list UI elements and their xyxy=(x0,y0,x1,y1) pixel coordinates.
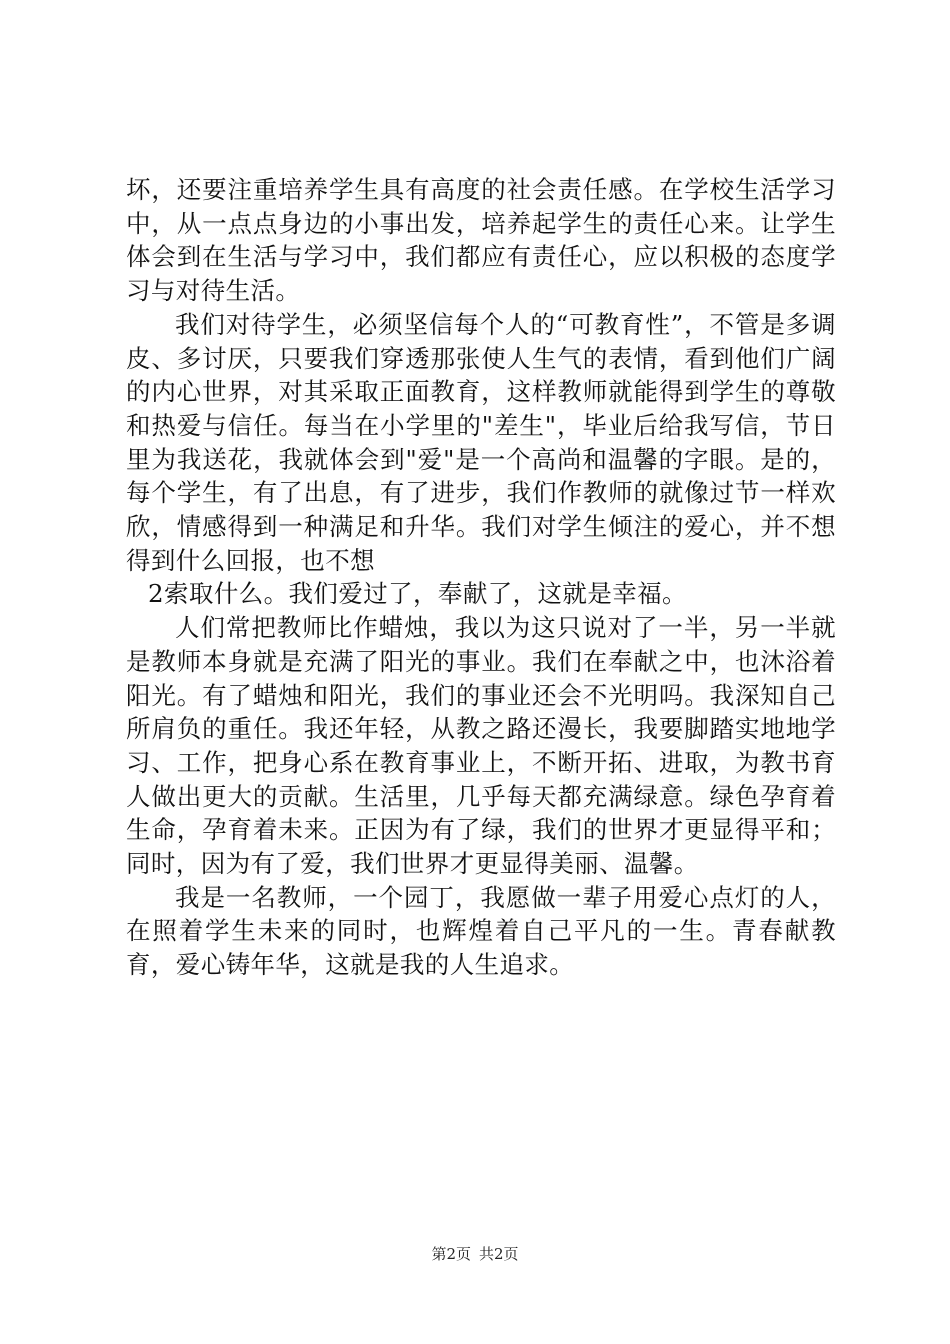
paragraph: 我们对待学生，必须坚信每个人的“可教育性”，不管是多调皮、多讨厌，只要我们穿透那张使人生气的表情，看到他们广阔的内心世界，对其采取正面教育，这样教师就能得到学生的尊敬和热爱与信任。每当在小学里的"差生"，毕业后给我写信，节日里为我送花，我就体会到"爱"是一个高尚和温馨的字眼。是的，每个学生，有了出息，有了进步，我们作教师的就像过节一样欢欣，情感得到一种满足和升华。我们对学生倾注的爱心，并不想得到什么回报，也不想 xyxy=(126,309,836,575)
paragraph: 我是一名教师，一个园丁，我愿做一辈子用爱心点灯的人，在照着学生未来的同时，也辉煌着自己平凡的一生。青春献教育，爱心铸年华，这就是我的人生追求。 xyxy=(126,882,836,980)
document-body xyxy=(126,173,836,982)
paragraph: 人们常把教师比作蜡烛，我以为这只说对了一半，另一半就是教师本身就是充满了阳光的事业。我们在奉献之中，也沐浴着阳光。有了蜡烛和阳光，我们的事业还会不光明吗。我深知自己所肩负的重任。我还年轻，从教之路还漫长，我要脚踏实地地学习、工作，把身心系在教育事业上，不断开拓、进取，为教书育人做出更大的贡献。生活里，几乎每天都充满绿意。绿色孕育着生命，孕育着未来。正因为有了绿，我们的世界才更显得平和；同时，因为有了爱，我们世界才更显得美丽、温馨。 xyxy=(126,613,836,879)
paragraph-fragment: 2索取什么。我们爱过了，奉献了，这就是幸福。 xyxy=(148,579,687,609)
page-total: 共2页 xyxy=(479,1245,519,1263)
page-number: 第2页 xyxy=(431,1245,471,1263)
paragraph-continuation: 坏，还要注重培养学生具有高度的社会责任感。在学校生活学习中，从一点点身边的小事出发，培养起学生的责任心来。让学生体会到在生活与学习中，我们都应有责任心，应以积极的态度学习与对待生活。 xyxy=(126,175,836,306)
page-footer xyxy=(0,1244,950,1264)
